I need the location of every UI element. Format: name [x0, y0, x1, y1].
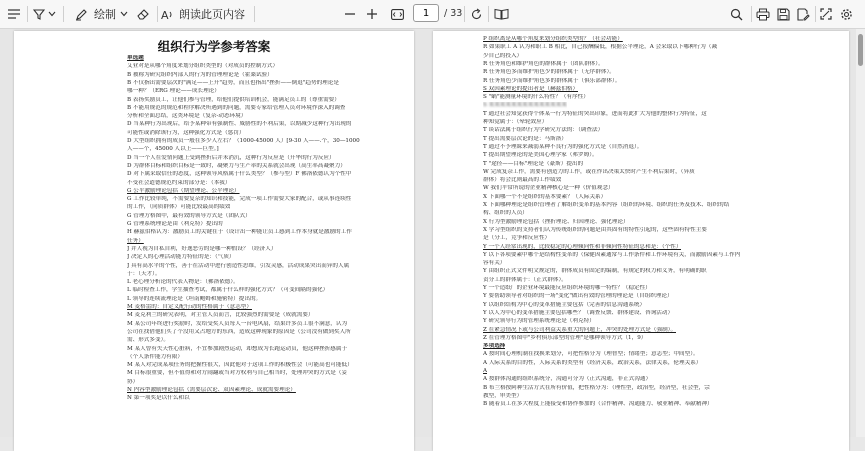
svg-text:A: A: [160, 8, 169, 21]
text-line: Z 在紧急情况下或与公司利益关系重大的问题上，冲突的处理方式是（强制）。: [483, 326, 677, 333]
text-line: R 任务角色多而维护角色少的群体属于（无序群体）。: [483, 69, 615, 76]
text-line: Y 以人为中心的变革措施主要包括哪些？（调查反馈、群体建设、咨询活动）: [483, 309, 674, 316]
text-line: 不受社会道德规范约束的部分是：（本我）: [127, 179, 231, 186]
list-icon[interactable]: [6, 4, 22, 24]
two-page-icon[interactable]: [493, 4, 509, 24]
chevron-down-icon[interactable]: [47, 4, 57, 24]
toolbar-divider: [751, 6, 752, 22]
text-line: （个人条件能力有限）: [127, 353, 183, 360]
document-title: 组织行为学参考答案: [157, 39, 271, 54]
print-icon[interactable]: [755, 4, 771, 24]
text-line: 少自己的投入）: [483, 52, 523, 59]
text-line: A 按群体沟通的组织系统分，沟通可分为（正式沟通，非正式沟通）: [483, 376, 652, 383]
text-line: L 老心理分析论的代表人物是：（佛洛依德）。: [127, 279, 239, 286]
pdf-page-right: [433, 31, 849, 451]
text-line: T 提出期望理论的是美国心理学家（弗罗姆）。: [483, 152, 598, 159]
text-line: M 某人对完成某项任务的把握性很大，因此他对于这项工作的积极性会（可能高也可能低）: [127, 362, 353, 369]
text-line: J 决定人的心理活动能力特征的是：（气质）: [127, 254, 235, 261]
text-line: 分析和全面总结，这类环境是（复杂-动态环境）: [127, 113, 247, 120]
page-total: / 33: [444, 8, 463, 19]
toolbar-divider: [464, 6, 465, 22]
text-line: G 管理方格图中，最有效的领导方式是（团队式）: [127, 212, 251, 219]
text-line: Y 一个造纸厂的企业环境最能反应组织环境的哪一特性？（稳定性）: [483, 285, 651, 291]
eraser-icon[interactable]: [135, 4, 151, 24]
rotate-icon[interactable]: [469, 4, 483, 24]
text-line: Y 研究领导行为的管理系统理论是（利克特）: [483, 318, 595, 325]
text-line: H 赫兹伯格认为：激励员工的关键在于（设计出一种能让员工感到工作本身就是激励的工作: [127, 229, 352, 236]
text-line: 教型，审美型）: [483, 392, 523, 399]
toolbar-divider: [157, 6, 158, 22]
text-line: D 当某种行为出现后，给予某种带有强制性、威胁性的不利后果，以期减少这种行为出现的: [127, 121, 352, 128]
text-line: L 临时检查工作，学生抽查考试，都属于什么样的强化方式？（可变间隔的强化）: [127, 287, 329, 294]
text-line: T "途径——目标"理论是（豪斯）提出的: [483, 160, 584, 167]
text-line: B 表扬奖励员工，让他们参与管理，给他们提供培训机会，能满足员工的（尊重需要）: [127, 96, 340, 103]
pen-icon[interactable]: [74, 4, 88, 24]
text-line: Y 要帮助领导者对组织的一场"变化"做出有效的管理的理论是（自组织理论）: [483, 293, 673, 300]
text-line: G 管理系统理论是由（利克特）提出的: [127, 221, 223, 227]
text-line: 的工作，（同质群体）可能比较最高的绩效: [127, 204, 231, 211]
toolbar-divider: [63, 6, 64, 22]
text-line: X 行为型激励理论包括（挫折理论、归因理论、强化理论）: [483, 218, 629, 225]
fullscreen-icon[interactable]: [818, 4, 834, 24]
text-line: D 大型组织拥有的成员一般在多少人左右？（1000-45000 人）[9-30 人——.个，30—1000: [127, 138, 360, 144]
filter-icon[interactable]: [32, 4, 46, 24]
settings-icon[interactable]: [838, 4, 854, 24]
text-line: 人——个，45000 人以上——巨型。]: [127, 146, 219, 153]
toolbar-divider: [27, 6, 28, 22]
text-line: W 我们平常所说的企业精神核心是一种（价值观念）: [483, 185, 614, 192]
text-line: B 不能用规范的规范和程序解决所遇到的问题，需要专家给管理人员对环境作深入的调查: [127, 104, 346, 111]
text-line: M 麦格雷的：自定义配行动的性格属于（意志型）: [127, 304, 252, 310]
text-line: M 某人曾有失天性心脏病，不宜参加剧烈运动，却想成为长跑运动员，他这种挫折感属于: [127, 345, 348, 352]
text-line: 构、组织的人员）: [483, 210, 528, 217]
text-line: Y 一个人经常出现的，比较稳定的心理倾向性和非倾向性特征的总和是：（个性）: [483, 243, 682, 250]
pdf-page-left: [14, 31, 414, 451]
text-line: X 下面哪一个不是组织的基本要素？（人际关系）: [483, 193, 607, 200]
read-aloud-label[interactable]: 朗读此页内容: [179, 8, 245, 21]
search-icon[interactable]: [728, 4, 744, 24]
text-line: Y 以组织结构为中心的变革措施主要包括（完善的信息沟通系统）: [483, 301, 646, 308]
chevron-down-icon[interactable]: [119, 4, 129, 24]
text-line: 种知觉属于：（晕轮效应）: [483, 119, 548, 125]
text-line: L 领导的连续流理论是（坦南鲍姆和施密特）提出的。: [127, 295, 262, 302]
text-line: 哪一种？（ERG 理论——成长理论）: [127, 88, 220, 95]
page-number-input[interactable]: [413, 4, 439, 22]
vertical-scrollbar[interactable]: [856, 29, 865, 437]
text-line: G 公平激励理论包括（期望理论、公平理论）: [127, 187, 240, 194]
text-line: J 具有高水平的个性，善于在活动中进行创造性思维，引发灵感，活动成果突出而异的人属: [127, 262, 350, 269]
text-line: A: [483, 368, 488, 374]
text-line: T 通过不予理睬来减弱某种不良行为的强化方式是（自然消退）。: [483, 143, 643, 150]
text-line: 公司在找借他们买了个没用又占地方的东西，造成这种现象的原因是（公司没有做到奖人所: [127, 328, 351, 335]
text-line: R 如果职工 A 认为和职工 B 相比，自己报酬偏低，根据公平理论，A 会采取以下哪种行为（减: [483, 44, 718, 51]
zoom-out-icon[interactable]: [343, 4, 357, 24]
text-line: D 对下属采取信任的态度，这种领导风格属于什么类型？（参与型）F 佛洛依德认为个性中: [127, 171, 352, 178]
scrollbar-thumb[interactable]: [858, 34, 863, 66]
save-as-icon[interactable]: [795, 4, 811, 24]
text-line: 于：（天才）。: [127, 270, 161, 277]
zoom-in-icon[interactable]: [365, 4, 379, 24]
text-line: Y 以下各项要素中哪个是结构性变革的（保健因素通常与工作条件和工作环境有关，而激励因素与工作内: [483, 251, 741, 258]
text-line: G 工作比较单纯，不需要复杂的知识和技能，完成一项工作需要大家的配合，或从事连续性: [127, 196, 352, 203]
text-line: P 组织离是从哪个角度来划分组织类型的？（社会功能）: [483, 36, 623, 42]
document-viewer[interactable]: [0, 29, 865, 437]
text-line: R 任务角色和维护角色的群体属于（团队群体）。: [483, 60, 604, 67]
text-line: M 麦克利兰的研究表明，对主管人员而言，比较强烈的需要是（成就需要）: [127, 312, 314, 319]
text-line: J 并人视为自私自利，好逸恶劳的是哪一种假设？（经济人）: [127, 245, 277, 252]
text-line: R 任务角色少而维护角色多的群体属于（俱乐部群体）。: [483, 77, 621, 84]
text-line: T 谈话法属于组织行为学研究方法的：（调查法）: [483, 127, 604, 134]
text-line: B 布兰格按阿种生活方式在所有价值，把性格分为：（理性型，政治型，经济型，社会型，宗: [483, 384, 710, 391]
pdf-toolbar: [0, 0, 865, 29]
text-line: Y 由组织正式文件明文规定的，群体成员有固定的编制，有规定的权力和义务，有明确的职: [483, 268, 707, 275]
text-line: X 学习型组织的支持者们认为传统组织的问题是由其固有的特性引起的，这些固有特性主要: [483, 226, 707, 233]
text-line: S "蜗"能测量环境的什么特性？（有序性）: [483, 94, 589, 101]
text-line: B 被称为研究组织内部人的行为的管理理论是（霍桑试验）: [127, 71, 273, 78]
text-line: M 某公司年终进行奖励时，发给受奖人员每人一台电风扇，结果许多员工很不满意，认为: [127, 320, 348, 327]
text-line: W 完成复杂工作，需要有创造力的工作，或在作出决策太快时产生不利后果时，（异质: [483, 168, 695, 175]
text-line: 任务）: [127, 237, 144, 244]
toolbar-divider: [488, 6, 489, 22]
text-line: 群体）将会比则最高的工作绩效: [483, 177, 562, 184]
text-line: N 第一项奖是以什么和以: [127, 395, 190, 402]
text-line: 可能性或消除该行为，这种强化方式是（惩罚）: [127, 129, 245, 136]
read-aloud-icon[interactable]: [160, 4, 174, 24]
text-line: 容有关）: [483, 260, 506, 267]
text-line: X 下面哪种理论是组织管理者了解组织变革的基本内容（组织的环境、组织的任务及技术、组织的结: [483, 202, 730, 208]
text-line: B 不仅指出需要层次的"满足——上升"趋势，而且也指出"挫折——倒退"趋势的理论是: [127, 79, 339, 86]
text-line: D 当一个人在爱情问题上受到挫折后并未消沉，这种行为反应是（升华的行为反应）: [127, 154, 335, 161]
text-line: B 随着员工在多大程度上能接受和协作参加的（合作精神、沟通能力、敬业精神、奉献精神）: [483, 401, 713, 408]
toolbar-divider: [254, 6, 255, 22]
text-line: S 双因素理论的提出者是（赫兹伯格）: [483, 85, 579, 92]
text-line: 单选题: [127, 55, 144, 61]
text-line: N 内容型激励理论包括（需要层次论、双因素理论、成就需要理论）: [127, 387, 296, 393]
text-line: S 某某某某某某某某某某某某某某: [483, 102, 567, 109]
text-line: M 目标很重要，但不值得和对方闹翻或当对方权利与自己相当时，处理冲突的方式是（妥: [127, 370, 348, 377]
text-line: 协）: [127, 378, 139, 385]
text-line: 多项选择: [483, 343, 506, 350]
text-line: D 为群体目标和组织目标是一致时，凝聚力与生产率的关系就会出现（高生率高凝聚力）: [127, 162, 346, 169]
draw-button-label[interactable]: 绘制: [94, 8, 116, 21]
text-line: 是（分工，竞争和反应性）: [483, 235, 551, 242]
toolbar-divider: [815, 6, 816, 22]
text-line: 艾业对是从哪个角度来划分组织类型的（对成员的控制方式）: [127, 63, 279, 70]
text-line: 责分工的群体属于：（正式群体）。: [483, 276, 567, 283]
text-line: A 人际关系的目的性，人际关系的类型有（经济关系，政治关系，法律关系，伦理关系）: [483, 359, 702, 366]
text-line: T 提出需要层次论的是：马斯洛）: [483, 135, 567, 142]
text-line: Z 在管理方格图中"乡村俱乐部型的管理"是哪种领导方式（1，9）: [483, 334, 647, 341]
text-line: 需、形式多变）。: [127, 337, 169, 344]
save-icon[interactable]: [775, 4, 791, 24]
text-line: T 通过社会知觉获得个体某一行为特征的突出印象，进而将此扩大为他的整体行为特征，这: [483, 110, 707, 117]
text-line: A 按时间心理机制在找换来划分，可把性格分为（理智型；情绪型；意志型；中间型）。: [483, 351, 699, 358]
fit-page-icon[interactable]: [390, 4, 404, 24]
